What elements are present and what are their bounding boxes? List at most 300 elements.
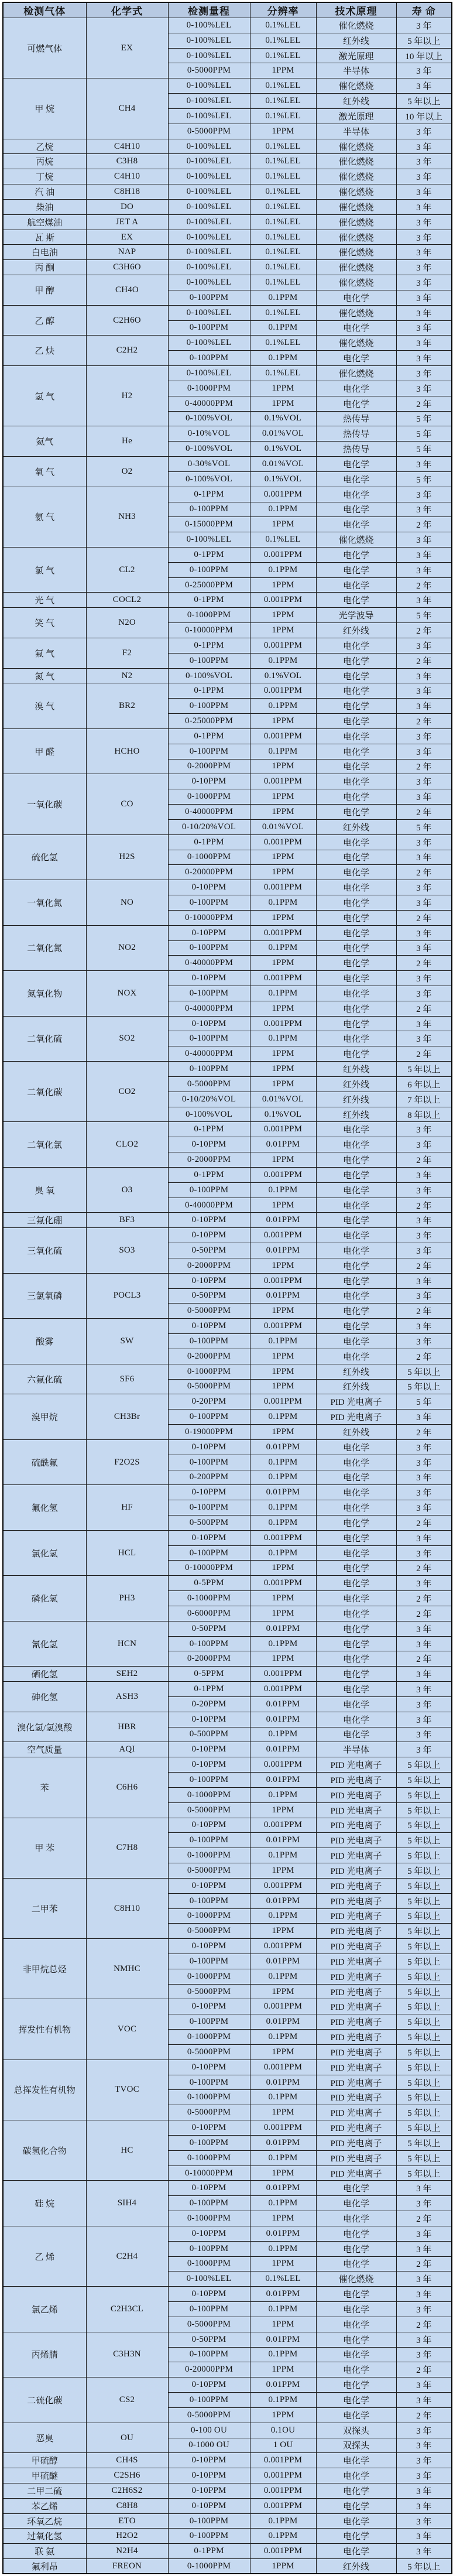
formula-cell: H2S — [86, 834, 168, 880]
principle-cell: PID 光电离子 — [316, 1818, 396, 1833]
resolution-cell: 0.1%LEL — [250, 184, 316, 200]
range-cell: 0-100PPM — [168, 1833, 250, 1848]
range-cell: 0-1000PPM — [168, 2559, 250, 2574]
principle-cell: 电化学 — [316, 1182, 396, 1198]
principle-cell: 电化学 — [316, 834, 396, 850]
range-cell: 0-100PPM — [168, 1062, 250, 1077]
principle-cell: 电化学 — [316, 2377, 396, 2393]
principle-cell: 电化学 — [316, 1576, 396, 1591]
resolution-cell: 0.1%LEL — [250, 245, 316, 260]
lifespan-cell: 3 年 — [396, 1500, 452, 1516]
principle-cell: 双探头 — [316, 2423, 396, 2438]
resolution-cell: 1PPM — [250, 577, 316, 593]
principle-cell: 电化学 — [316, 1334, 396, 1349]
principle-cell: 电化学 — [316, 2513, 396, 2529]
principle-cell: PID 光电离子 — [316, 2135, 396, 2150]
range-cell: 0-100PPM — [168, 1410, 250, 1425]
resolution-cell: 0.01PPM — [250, 1137, 316, 1152]
principle-cell: 催化燃烧 — [316, 199, 396, 214]
lifespan-cell: 2 年 — [396, 1515, 452, 1530]
range-cell: 0-10PPM — [168, 2498, 250, 2513]
range-cell: 0-1PPM — [168, 487, 250, 502]
range-cell: 0-100PPM — [168, 1893, 250, 1908]
resolution-cell: 0.001PPM — [250, 1682, 316, 1697]
formula-cell: CH4 — [86, 78, 168, 139]
range-cell: 0-100%LEL — [168, 245, 250, 260]
range-cell: 0-10PPM — [168, 1319, 250, 1334]
table-row — [3, 184, 452, 200]
table-row — [3, 1742, 452, 1757]
principle-cell: 催化燃烧 — [316, 2271, 396, 2287]
resolution-cell: 0.001PPM — [250, 1273, 316, 1288]
lifespan-cell: 2 年 — [396, 2211, 452, 2226]
gas-name-cell: 乙 醇 — [3, 305, 86, 336]
range-cell: 0-100%VOL — [168, 668, 250, 683]
lifespan-cell: 3 年 — [396, 1485, 452, 1500]
resolution-cell: 1PPM — [250, 714, 316, 729]
resolution-cell: 0.1PPM — [250, 1500, 316, 1516]
resolution-cell: 1PPM — [250, 1984, 316, 1999]
table-row — [3, 1167, 452, 1182]
resolution-cell: 0.1%LEL — [250, 154, 316, 169]
principle-cell: 催化燃烧 — [316, 139, 396, 154]
resolution-cell: 0.1%LEL — [250, 2271, 316, 2287]
principle-cell: 红外线 — [316, 94, 396, 109]
lifespan-cell: 5 年以上 — [396, 2075, 452, 2090]
principle-cell: 双探头 — [316, 2438, 396, 2453]
range-cell: 0-10PPM — [168, 925, 250, 940]
table-row — [3, 139, 452, 154]
range-cell: 0-50PPM — [168, 1621, 250, 1636]
principle-cell: PID 光电离子 — [316, 2150, 396, 2166]
resolution-cell: 0.01%VOL — [250, 1092, 316, 1107]
gas-name-cell: 可燃气体 — [3, 18, 86, 78]
lifespan-cell: 2 年 — [396, 1606, 452, 1621]
formula-cell: NOX — [86, 971, 168, 1016]
resolution-cell: 1PPM — [250, 396, 316, 411]
range-cell: 0-5000PPM — [168, 2317, 250, 2332]
range-cell: 0-15000PPM — [168, 517, 250, 532]
range-cell: 0-100PPM — [168, 1182, 250, 1198]
lifespan-cell: 3 年 — [396, 940, 452, 956]
formula-cell: C8H10 — [86, 1878, 168, 1938]
principle-cell: 红外线 — [316, 623, 396, 638]
range-cell: 0-1000PPM — [168, 1969, 250, 1984]
gas-name-cell: 瓦 斯 — [3, 230, 86, 245]
range-cell: 0-1PPM — [168, 1682, 250, 1697]
resolution-cell: 0.1%LEL — [250, 169, 316, 184]
gas-name-cell: 柴油 — [3, 199, 86, 214]
principle-cell: 半导体 — [316, 63, 396, 78]
resolution-cell: 0.001PPM — [250, 1228, 316, 1243]
gas-name-cell: 氯化氢 — [3, 1530, 86, 1575]
principle-cell: 电化学 — [316, 880, 396, 895]
range-cell: 0-100%LEL — [168, 275, 250, 290]
lifespan-cell: 3 年 — [396, 1182, 452, 1198]
table-row — [3, 1485, 452, 1500]
range-cell: 0-50PPM — [168, 2332, 250, 2347]
principle-cell: 红外线 — [316, 1107, 396, 1122]
lifespan-cell: 5 年以上 — [396, 1848, 452, 1863]
lifespan-cell: 2 年 — [396, 910, 452, 925]
formula-cell: N2O — [86, 608, 168, 638]
lifespan-cell: 3 年 — [396, 986, 452, 1001]
lifespan-cell: 2 年 — [396, 623, 452, 638]
principle-cell: 红外线 — [316, 33, 396, 48]
principle-cell: 催化燃烧 — [316, 230, 396, 245]
range-cell: 0-100%LEL — [168, 199, 250, 214]
range-cell: 0-100%VOL — [168, 471, 250, 487]
lifespan-cell: 3 年 — [396, 1621, 452, 1636]
lifespan-cell: 3 年 — [396, 1016, 452, 1031]
principle-cell: 电化学 — [316, 940, 396, 956]
principle-cell: 电化学 — [316, 1591, 396, 1606]
resolution-cell: 0.1PPM — [250, 1031, 316, 1046]
formula-cell: EX — [86, 230, 168, 245]
formula-cell: BR2 — [86, 683, 168, 728]
resolution-cell: 0.1PPM — [250, 1727, 316, 1742]
lifespan-cell: 3 年 — [396, 1213, 452, 1228]
range-cell: 0-100PPM — [168, 2241, 250, 2256]
formula-cell: CL2 — [86, 547, 168, 592]
lifespan-cell: 3 年 — [396, 2438, 452, 2453]
lifespan-cell: 3 年 — [396, 1576, 452, 1591]
lifespan-cell: 5 年 — [396, 819, 452, 834]
range-cell: 0-5000PPM — [168, 1379, 250, 1394]
resolution-cell: 0.1PPM — [250, 2529, 316, 2544]
range-cell: 0-2000PPM — [168, 1152, 250, 1168]
lifespan-cell: 5 年以上 — [396, 2030, 452, 2045]
lifespan-cell: 3 年 — [396, 638, 452, 653]
range-cell: 0-10PPM — [168, 2377, 250, 2393]
principle-cell: PID 光电离子 — [316, 1863, 396, 1879]
table-row — [3, 260, 452, 275]
principle-cell: PID 光电离子 — [316, 2044, 396, 2060]
column-header-2: 检测量程 — [168, 2, 250, 18]
principle-cell: 电化学 — [316, 699, 396, 714]
principle-cell: 电化学 — [316, 1696, 396, 1712]
resolution-cell: 1PPM — [250, 1591, 316, 1606]
table-row — [3, 2483, 452, 2498]
principle-cell: 催化燃烧 — [316, 154, 396, 169]
range-cell: 0-10PPM — [168, 1742, 250, 1757]
resolution-cell: 0.001PPM — [250, 2453, 316, 2468]
resolution-cell: 1PPM — [250, 1076, 316, 1092]
resolution-cell: 0.1PPM — [250, 699, 316, 714]
gas-name-cell: 氰化氢 — [3, 1621, 86, 1666]
principle-cell: 红外线 — [316, 1076, 396, 1092]
principle-cell: 催化燃烧 — [316, 78, 396, 94]
column-header-4: 技术原理 — [316, 2, 396, 18]
lifespan-cell: 5 年以上 — [396, 1863, 452, 1879]
range-cell: 0-100PPM — [168, 290, 250, 305]
principle-cell: 电化学 — [316, 396, 396, 411]
formula-cell: H2 — [86, 366, 168, 426]
principle-cell: 电化学 — [316, 1258, 396, 1273]
gas-name-cell: 空气质量 — [3, 1742, 86, 1757]
range-cell: 0-5000PPM — [168, 1076, 250, 1092]
lifespan-cell: 3 年 — [396, 547, 452, 562]
lifespan-cell: 3 年 — [396, 728, 452, 744]
range-cell: 0-5000PPM — [168, 2407, 250, 2423]
principle-cell: 电化学 — [316, 1016, 396, 1031]
resolution-cell: 1PPM — [250, 2559, 316, 2574]
table-row — [3, 2559, 452, 2574]
resolution-cell: 0.001PPM — [250, 1167, 316, 1182]
lifespan-cell: 3 年 — [396, 895, 452, 911]
range-cell: 0-100%VOL — [168, 442, 250, 457]
resolution-cell: 0.01PPM — [250, 1243, 316, 1258]
formula-cell: H2O2 — [86, 2529, 168, 2544]
formula-cell: SEH2 — [86, 1667, 168, 1682]
principle-cell: 热传导 — [316, 411, 396, 426]
formula-cell: C2H6O — [86, 305, 168, 336]
range-cell: 0-500PPM — [168, 1727, 250, 1742]
lifespan-cell: 3 年 — [396, 124, 452, 139]
range-cell: 0-100%LEL — [168, 18, 250, 33]
lifespan-cell: 5 年以上 — [396, 2120, 452, 2136]
range-cell: 0-2000PPM — [168, 1651, 250, 1667]
lifespan-cell: 3 年 — [396, 1470, 452, 1485]
table-row — [3, 834, 452, 850]
table-row — [3, 2529, 452, 2544]
table-body — [3, 18, 452, 2574]
range-cell: 0-10PPM — [168, 2287, 250, 2302]
gas-name-cell: 硅 烷 — [3, 2181, 86, 2226]
lifespan-cell: 5 年以上 — [396, 2014, 452, 2030]
range-cell: 0-100PPM — [168, 2513, 250, 2529]
gas-name-cell: 乙 炔 — [3, 336, 86, 366]
principle-cell: PID 光电离子 — [316, 1939, 396, 1954]
lifespan-cell: 3 年 — [396, 1712, 452, 1727]
lifespan-cell: 3 年 — [396, 1667, 452, 1682]
range-cell: 0-100PPM — [168, 895, 250, 911]
formula-cell: HCHO — [86, 728, 168, 774]
range-cell: 0-20000PPM — [168, 2362, 250, 2377]
principle-cell: PID 光电离子 — [316, 1833, 396, 1848]
resolution-cell: 1PPM — [250, 2317, 316, 2332]
lifespan-cell: 3 年 — [396, 683, 452, 699]
lifespan-cell: 3 年 — [396, 562, 452, 577]
resolution-cell: 1PPM — [250, 1802, 316, 1818]
resolution-cell: 0.1%LEL — [250, 214, 316, 230]
resolution-cell: 1PPM — [250, 1863, 316, 1879]
lifespan-cell: 3 年 — [396, 63, 452, 78]
resolution-cell: 0.001PPM — [250, 1394, 316, 1410]
formula-cell: C8H8 — [86, 2498, 168, 2513]
principle-cell: PID 光电离子 — [316, 1848, 396, 1863]
resolution-cell: 1 OU — [250, 2438, 316, 2453]
table-row — [3, 593, 452, 608]
table-row — [3, 880, 452, 895]
lifespan-cell: 3 年 — [396, 1273, 452, 1288]
lifespan-cell: 3 年 — [396, 351, 452, 366]
principle-cell: 电化学 — [316, 2211, 396, 2226]
table-row — [3, 1394, 452, 1410]
resolution-cell: 1PPM — [250, 623, 316, 638]
principle-cell: 电化学 — [316, 925, 396, 940]
resolution-cell: 0.01PPM — [250, 1288, 316, 1304]
principle-cell: 电化学 — [316, 1545, 396, 1561]
resolution-cell: 0.1PPM — [250, 2302, 316, 2317]
lifespan-cell: 3 年 — [396, 925, 452, 940]
formula-cell: F2O2S — [86, 1439, 168, 1484]
resolution-cell: 0.001PPM — [250, 1667, 316, 1682]
principle-cell: 电化学 — [316, 805, 396, 820]
formula-cell: CH3Br — [86, 1394, 168, 1439]
principle-cell: 热传导 — [316, 426, 396, 442]
table-row — [3, 199, 452, 214]
range-cell: 0-1PPM — [168, 547, 250, 562]
lifespan-cell: 3 年 — [396, 2453, 452, 2468]
principle-cell: PID 光电离子 — [316, 1878, 396, 1893]
lifespan-cell: 3 年 — [396, 2287, 452, 2302]
table-row — [3, 214, 452, 230]
range-cell: 0-100%LEL — [168, 48, 250, 63]
lifespan-cell: 5 年以上 — [396, 1878, 452, 1893]
resolution-cell: 1PPM — [250, 1258, 316, 1273]
principle-cell: 催化燃烧 — [316, 336, 396, 351]
principle-cell: PID 光电离子 — [316, 1954, 396, 1969]
range-cell: 0-100%LEL — [168, 230, 250, 245]
resolution-cell: 1PPM — [250, 865, 316, 880]
principle-cell: 电化学 — [316, 2302, 396, 2317]
formula-cell: He — [86, 426, 168, 457]
principle-cell: 电化学 — [316, 1727, 396, 1742]
lifespan-cell: 2 年 — [396, 1304, 452, 1319]
range-cell: 0-2000PPM — [168, 1349, 250, 1364]
formula-cell: CLO2 — [86, 1122, 168, 1167]
column-header-5: 寿 命 — [396, 2, 452, 18]
resolution-cell: 1PPM — [250, 517, 316, 532]
resolution-cell: 0.1PPM — [250, 653, 316, 668]
principle-cell: 电化学 — [316, 471, 396, 487]
principle-cell: 电化学 — [316, 759, 396, 774]
range-cell: 0-1PPM — [168, 593, 250, 608]
principle-cell: PID 光电离子 — [316, 1908, 396, 1924]
principle-cell: 电化学 — [316, 1304, 396, 1319]
formula-cell: TVOC — [86, 2060, 168, 2120]
resolution-cell: 0.01PPM — [250, 2014, 316, 2030]
formula-cell: CO — [86, 774, 168, 834]
lifespan-cell: 5 年 — [396, 426, 452, 442]
lifespan-cell: 2 年 — [396, 1198, 452, 1213]
lifespan-cell: 2 年 — [396, 1258, 452, 1273]
resolution-cell: 1PPM — [250, 2044, 316, 2060]
range-cell: 0-5000PPM — [168, 63, 250, 78]
lifespan-cell: 2 年 — [396, 714, 452, 729]
table-row — [3, 1818, 452, 1833]
range-cell: 0-100%LEL — [168, 108, 250, 124]
gas-name-cell: 臭 氧 — [3, 1167, 86, 1212]
table-row — [3, 78, 452, 94]
table-row — [3, 1682, 452, 1697]
principle-cell: 电化学 — [316, 517, 396, 532]
formula-cell: BF3 — [86, 1213, 168, 1228]
resolution-cell: 0.1PPM — [250, 320, 316, 336]
range-cell: 0-100PPM — [168, 320, 250, 336]
resolution-cell: 1PPM — [250, 2211, 316, 2226]
range-cell: 0-25000PPM — [168, 714, 250, 729]
gas-name-cell: 一氧化氮 — [3, 880, 86, 925]
lifespan-cell: 3 年 — [396, 2377, 452, 2393]
resolution-cell: 0.1%VOL — [250, 471, 316, 487]
resolution-cell: 0.001PPM — [250, 971, 316, 986]
table-row — [3, 728, 452, 744]
principle-cell: 电化学 — [316, 668, 396, 683]
principle-cell: 电化学 — [316, 1319, 396, 1334]
principle-cell: 电化学 — [316, 1485, 396, 1500]
lifespan-cell: 2 年 — [396, 1591, 452, 1606]
lifespan-cell: 5 年 — [396, 608, 452, 623]
range-cell: 0-6000PPM — [168, 1606, 250, 1621]
principle-cell: 电化学 — [316, 2181, 396, 2196]
principle-cell: PID 光电离子 — [316, 2090, 396, 2105]
resolution-cell: 1PPM — [250, 1001, 316, 1016]
range-cell: 0-1000PPM — [168, 2256, 250, 2271]
lifespan-cell: 3 年 — [396, 2393, 452, 2408]
range-cell: 0-5000PPM — [168, 2105, 250, 2120]
resolution-cell: 1PPM — [250, 1046, 316, 1062]
range-cell: 0-1PPM — [168, 2544, 250, 2559]
lifespan-cell: 2 年 — [396, 2317, 452, 2332]
range-cell: 0-100PPM — [168, 744, 250, 759]
table-row — [3, 1530, 452, 1545]
gas-name-cell: 一氧化碳 — [3, 774, 86, 834]
lifespan-cell: 5 年以上 — [396, 1379, 452, 1394]
range-cell: 0-100PPM — [168, 940, 250, 956]
formula-cell: DO — [86, 199, 168, 214]
lifespan-cell: 5 年 — [396, 1394, 452, 1410]
table-row — [3, 925, 452, 940]
table-row — [3, 230, 452, 245]
column-header-1: 化学式 — [86, 2, 168, 18]
resolution-cell: 1PPM — [250, 1561, 316, 1576]
gas-name-cell: 联 氨 — [3, 2544, 86, 2559]
lifespan-cell: 3 年 — [396, 1288, 452, 1304]
range-cell: 0-10PPM — [168, 1712, 250, 1727]
gas-name-cell: 溴甲烷 — [3, 1394, 86, 1439]
range-cell: 0-1PPM — [168, 683, 250, 699]
column-header-0: 检测气体 — [3, 2, 86, 18]
resolution-cell: 0.001PPM — [250, 834, 316, 850]
principle-cell: 催化燃烧 — [316, 305, 396, 320]
lifespan-cell: 5 年以上 — [396, 2150, 452, 2166]
range-cell: 0-10/20%VOL — [168, 1092, 250, 1107]
lifespan-cell: 3 年 — [396, 18, 452, 33]
gas-name-cell: 三氧化硫 — [3, 1228, 86, 1273]
range-cell: 0-100%LEL — [168, 184, 250, 200]
principle-cell: 电化学 — [316, 502, 396, 517]
resolution-cell: 0.1%LEL — [250, 78, 316, 94]
table-row — [3, 1228, 452, 1243]
resolution-cell: 1PPM — [250, 1198, 316, 1213]
gas-name-cell: 二甲二硫 — [3, 2483, 86, 2498]
table-row — [3, 971, 452, 986]
range-cell: 0-1000PPM — [168, 2090, 250, 2105]
principle-cell: 电化学 — [316, 895, 396, 911]
resolution-cell: 0.1PPM — [250, 1545, 316, 1561]
resolution-cell: 0.001PPM — [250, 728, 316, 744]
lifespan-cell: 3 年 — [396, 789, 452, 805]
lifespan-cell: 3 年 — [396, 668, 452, 683]
gas-name-cell: 甲 烷 — [3, 78, 86, 139]
resolution-cell: 0.1PPM — [250, 1470, 316, 1485]
range-cell: 0-10PPM — [168, 1818, 250, 1833]
range-cell: 0-100PPM — [168, 2529, 250, 2544]
gas-name-cell: 溴化氢/氢溴酸 — [3, 1712, 86, 1742]
lifespan-cell: 2 年 — [396, 2407, 452, 2423]
